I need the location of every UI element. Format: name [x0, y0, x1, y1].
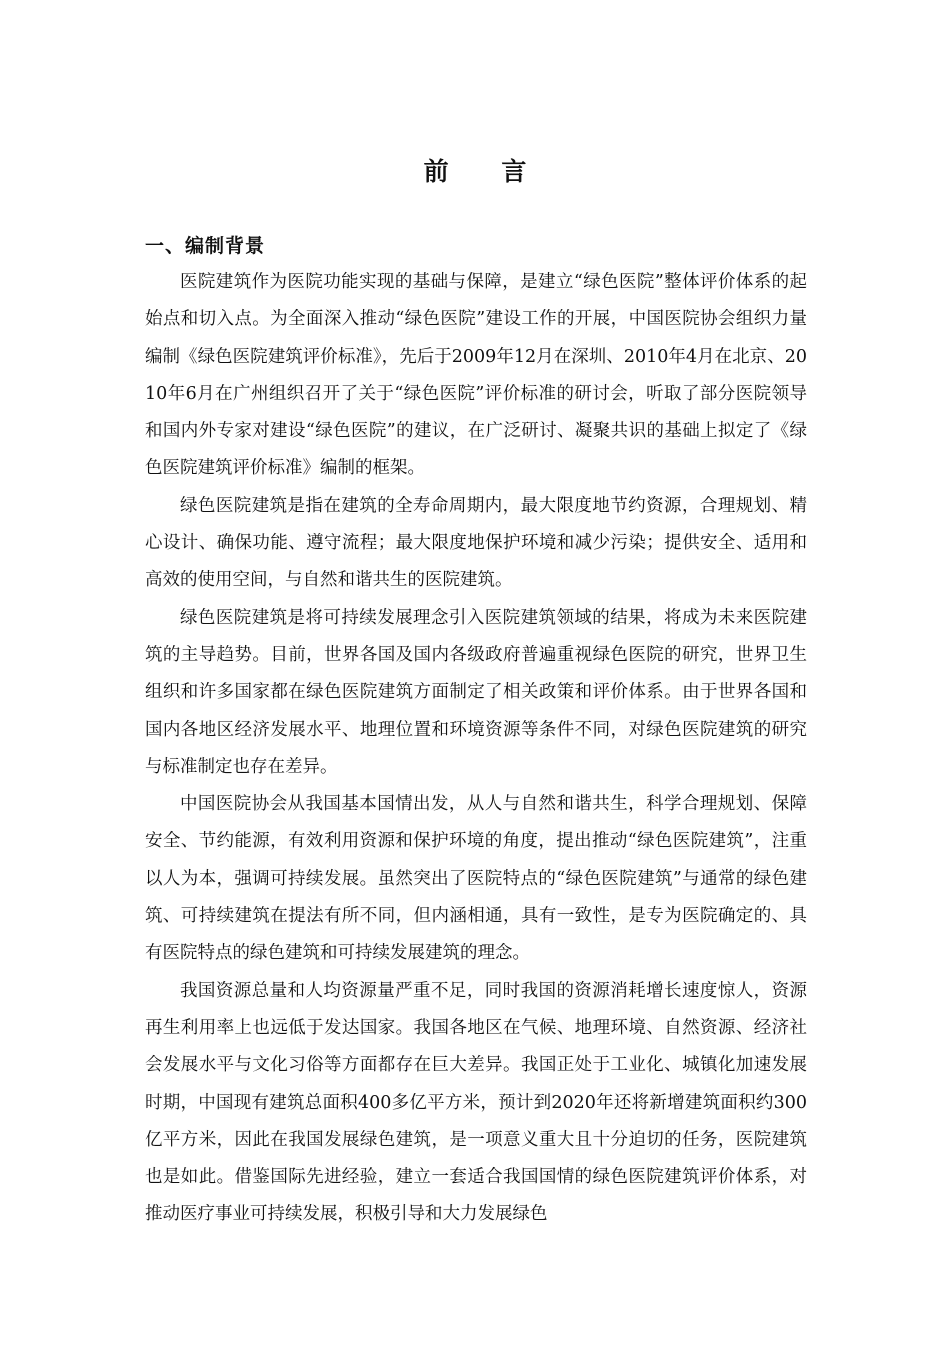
paragraph-2: 绿色医院建筑是指在建筑的全寿命周期内，最大限度地节约资源，合理规划、精心设计、确保功能、遵守流程；最大限度地保护环境和减少污染；提供安全、适用和高效的使用空间，与自然和谐共生的医院建筑。: [145, 495, 807, 591]
body-text: [145, 264, 807, 1234]
paragraph-3: 绿色医院建筑是将可持续发展理念引入医院建筑领域的结果，将成为未来医院建筑的主导趋势。目前，世界各国及国内各级政府普遍重视绿色医院的研究，世界卫生组织和许多国家都在绿色医院建筑方面制定了相关政策和评价体系。由于世界各国和国内各地区经济发展水平、地理位置和环境资源等条件不同，对绿色医院建筑的研究与标准制定也存在差异。: [145, 607, 807, 777]
section-heading: 一、编制背景: [145, 235, 266, 257]
paragraph-4: 中国医院协会从我国基本国情出发，从人与自然和谐共生，科学合理规划、保障安全、节约能源，有效利用资源和保护环境的角度，提出推动“绿色医院建筑”，注重以人为本，强调可持续发展。虽然突出了医院特点的“绿色医院建筑”与通常的绿色建筑、可持续建筑在提法有所不同，但内涵相通，具有一致性，是专为医院确定的、具有医院特点的绿色建筑和可持续发展建筑的理念。: [145, 794, 807, 964]
paragraph-5: 我国资源总量和人均资源量严重不足，同时我国的资源消耗增长速度惊人，资源再生利用率上也远低于发达国家。我国各地区在气候、地理环境、自然资源、经济社会发展水平与文化习俗等方面都存在巨大差异。我国正处于工业化、城镇化加速发展时期，中国现有建筑总面积400多亿平方米，预计到2020年还将新增建筑面积约300亿平方米，因此在我国发展绿色建筑，是一项意义重大且十分迫切的任务，医院建筑也是如此。借鉴国际先进经验，建立一套适合我国国情的绿色医院建筑评价体系，对推动医疗事业可持续发展，积极引导和大力发展绿色: [145, 980, 807, 1225]
paragraph-1: 医院建筑作为医院功能实现的基础与保障，是建立“绿色医院”整体评价体系的起始点和切入点。为全面深入推动“绿色医院”建设工作的开展，中国医院协会组织力量编制《绿色医院建筑评价标准》，先后于2009年12月在深圳、2010年4月在北京、2010年6月在广州组织召开了关于“绿色医院”评价标准的研讨会，听取了部分医院领导和国内外专家对建设“绿色医院”的建议，在广泛研讨、凝聚共识的基础上拟定了《绿色医院建筑评价标准》编制的框架。: [145, 272, 807, 479]
page-title: 前 言: [423, 157, 549, 186]
